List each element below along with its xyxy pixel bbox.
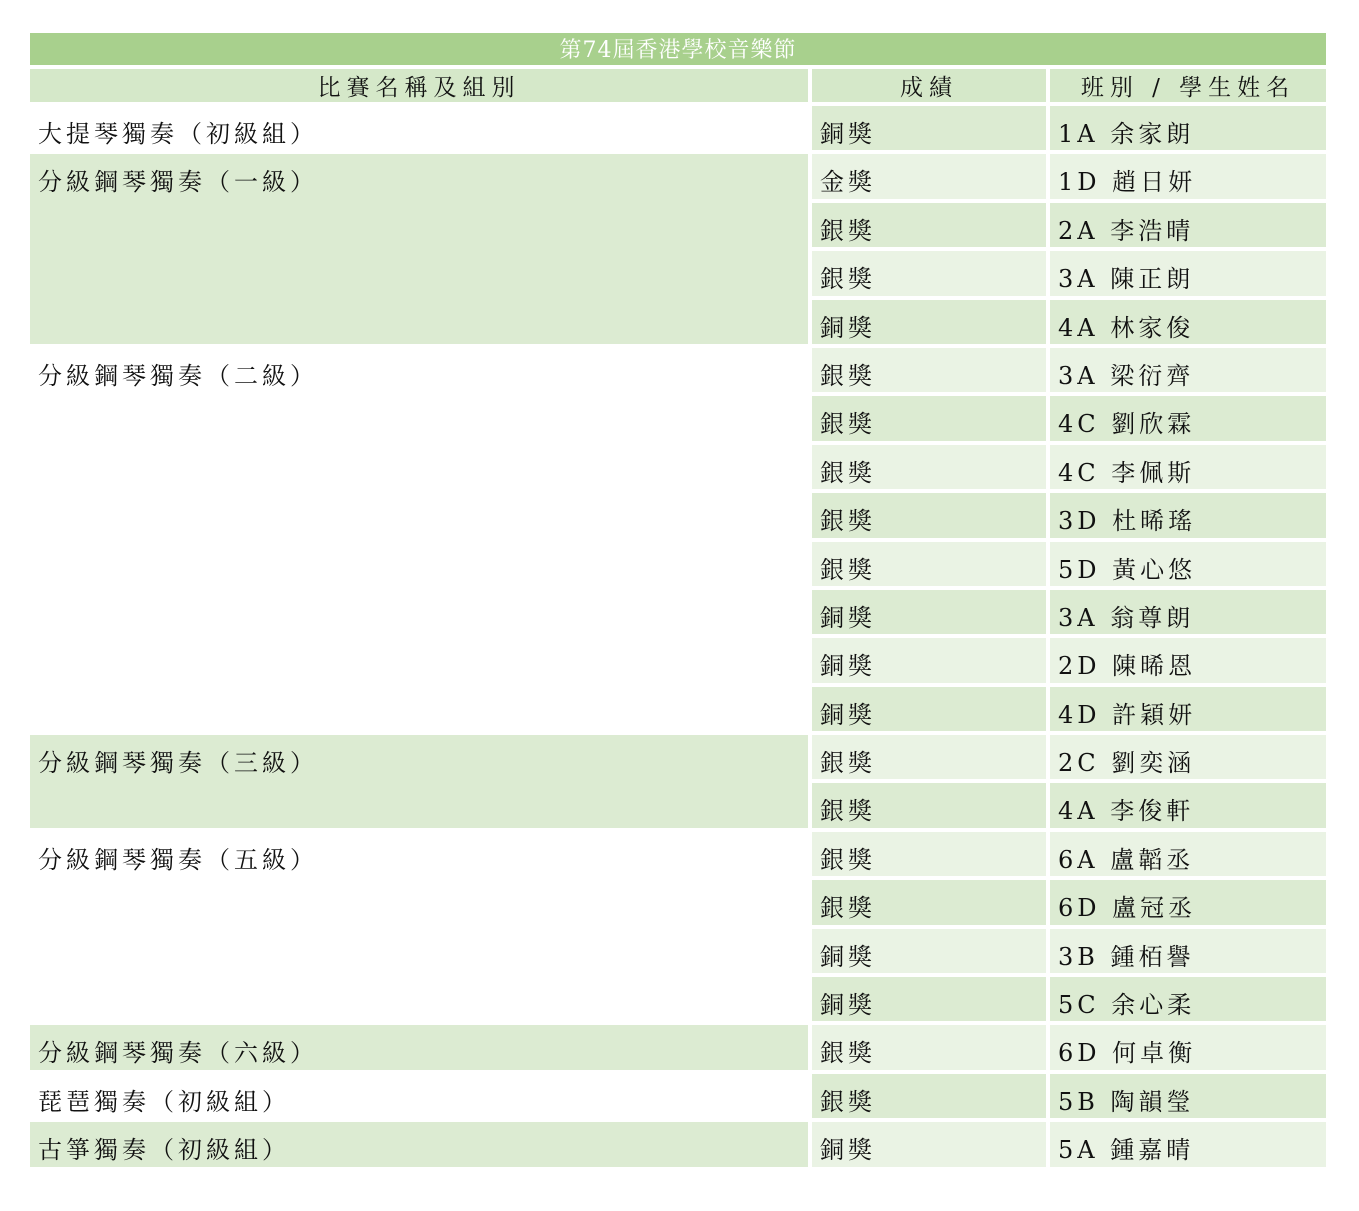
result-cell — [812, 590, 1050, 638]
result-text: 銀獎 — [820, 216, 876, 245]
result-text: 銀獎 — [820, 507, 876, 536]
result-cell — [812, 880, 1050, 928]
student-text: 5A 鍾嘉晴 — [1058, 1136, 1195, 1165]
result-cell — [812, 1074, 1050, 1122]
result-text: 銀獎 — [820, 1087, 876, 1116]
student-text: 1D 趙日妍 — [1058, 168, 1197, 197]
result-cell — [812, 929, 1050, 977]
table-row — [30, 1122, 1326, 1170]
student-text: 3A 翁尊朗 — [1058, 603, 1195, 632]
student-text: 4D 許穎妍 — [1058, 700, 1197, 729]
header-student: 班別 / 學生姓名 — [1050, 69, 1326, 106]
header-competition: 比賽名稱及組別 — [30, 69, 812, 106]
student-text: 4A 林家俊 — [1058, 313, 1195, 342]
result-cell — [812, 1025, 1050, 1073]
student-text: 6D 盧冠丞 — [1058, 894, 1197, 923]
student-text: 5D 黃心悠 — [1058, 555, 1197, 584]
student-cell — [1050, 977, 1326, 1025]
student-cell — [1050, 1025, 1326, 1073]
competition-cell — [30, 348, 812, 735]
result-text: 銅獎 — [820, 313, 876, 342]
results-body — [30, 106, 1326, 1171]
result-text: 銀獎 — [820, 458, 876, 487]
student-text: 1A 余家朗 — [1058, 120, 1195, 148]
result-text: 銀獎 — [820, 749, 876, 778]
student-text: 4C 李佩斯 — [1058, 458, 1196, 487]
result-cell — [812, 251, 1050, 299]
student-cell — [1050, 203, 1326, 251]
result-text: 銀獎 — [820, 265, 876, 294]
title-row — [30, 33, 1326, 69]
competition-cell — [30, 735, 812, 832]
student-cell — [1050, 348, 1326, 396]
result-text: 銅獎 — [820, 1136, 876, 1165]
competition-cell — [30, 1122, 812, 1170]
student-text: 4C 劉欣霖 — [1058, 410, 1196, 439]
result-cell — [812, 203, 1050, 251]
result-text: 銅獎 — [820, 652, 876, 681]
result-text: 銅獎 — [820, 991, 876, 1020]
header-result: 成績 — [812, 69, 1050, 106]
result-cell — [812, 977, 1050, 1025]
result-cell — [812, 783, 1050, 831]
header-row — [30, 69, 1326, 106]
student-cell — [1050, 832, 1326, 880]
result-text: 銀獎 — [820, 410, 876, 439]
result-text: 銀獎 — [820, 894, 876, 923]
student-text: 3A 梁衍齊 — [1058, 361, 1195, 390]
student-text: 2D 陳晞恩 — [1058, 652, 1197, 681]
table-row — [30, 154, 1326, 202]
competition-name: 分級鋼琴獨奏（一級） — [38, 168, 318, 197]
result-cell — [812, 735, 1050, 783]
result-text: 銅獎 — [820, 942, 876, 971]
result-cell — [812, 348, 1050, 396]
result-text: 銀獎 — [820, 555, 876, 584]
competition-cell — [30, 832, 812, 1026]
result-text: 銅獎 — [820, 120, 876, 148]
result-text: 銀獎 — [820, 797, 876, 826]
student-text: 4A 李俊軒 — [1058, 797, 1195, 826]
table-row — [30, 106, 1326, 154]
result-cell — [812, 300, 1050, 348]
student-text: 3B 鍾栢譽 — [1058, 942, 1195, 971]
student-cell — [1050, 687, 1326, 735]
result-cell — [812, 832, 1050, 880]
result-cell — [812, 106, 1050, 154]
student-cell — [1050, 735, 1326, 783]
student-cell — [1050, 638, 1326, 686]
table-row — [30, 348, 1326, 396]
table-row — [30, 735, 1326, 783]
result-text: 銀獎 — [820, 361, 876, 390]
student-text: 3A 陳正朗 — [1058, 265, 1195, 294]
table-row — [30, 1074, 1326, 1122]
student-cell — [1050, 929, 1326, 977]
result-text: 銀獎 — [820, 845, 876, 874]
student-text: 6A 盧韜丞 — [1058, 845, 1195, 874]
student-text: 3D 杜晞瑤 — [1058, 507, 1197, 536]
student-cell — [1050, 396, 1326, 444]
competition-name: 分級鋼琴獨奏（五級） — [38, 845, 318, 874]
student-cell — [1050, 106, 1326, 154]
results-table — [30, 33, 1326, 1171]
student-cell — [1050, 445, 1326, 493]
result-text: 金獎 — [820, 168, 876, 197]
competition-name: 分級鋼琴獨奏（三級） — [38, 749, 318, 778]
competition-name: 琵琶獨奏（初級組） — [38, 1087, 290, 1116]
student-text: 2A 李浩晴 — [1058, 216, 1195, 245]
result-text: 銀獎 — [820, 1039, 876, 1068]
result-cell — [812, 154, 1050, 202]
result-cell — [812, 638, 1050, 686]
competition-cell — [30, 106, 812, 154]
competition-name: 大提琴獨奏（初級組） — [38, 120, 318, 148]
student-cell — [1050, 1122, 1326, 1170]
result-cell — [812, 542, 1050, 590]
competition-cell — [30, 154, 812, 348]
student-cell — [1050, 1074, 1326, 1122]
student-cell — [1050, 493, 1326, 541]
student-cell — [1050, 590, 1326, 638]
student-cell — [1050, 300, 1326, 348]
student-text: 5B 陶韻瑩 — [1058, 1087, 1195, 1116]
competition-name: 分級鋼琴獨奏（二級） — [38, 361, 318, 390]
student-cell — [1050, 542, 1326, 590]
student-cell — [1050, 154, 1326, 202]
table-title: 第74屆香港學校音樂節 — [30, 33, 1326, 69]
student-cell — [1050, 251, 1326, 299]
competition-name: 分級鋼琴獨奏（六級） — [38, 1039, 318, 1068]
competition-cell — [30, 1074, 812, 1122]
result-cell — [812, 1122, 1050, 1170]
student-cell — [1050, 880, 1326, 928]
result-cell — [812, 396, 1050, 444]
result-cell — [812, 445, 1050, 493]
result-text: 銅獎 — [820, 700, 876, 729]
table-row — [30, 1025, 1326, 1073]
student-text: 2C 劉奕涵 — [1058, 749, 1196, 778]
student-text: 6D 何卓衡 — [1058, 1039, 1197, 1068]
student-text: 5C 余心柔 — [1058, 991, 1196, 1020]
result-text: 銅獎 — [820, 603, 876, 632]
table-row — [30, 832, 1326, 880]
competition-name: 古箏獨奏（初級組） — [38, 1136, 290, 1165]
competition-cell — [30, 1025, 812, 1073]
student-cell — [1050, 783, 1326, 831]
result-cell — [812, 493, 1050, 541]
result-cell — [812, 687, 1050, 735]
